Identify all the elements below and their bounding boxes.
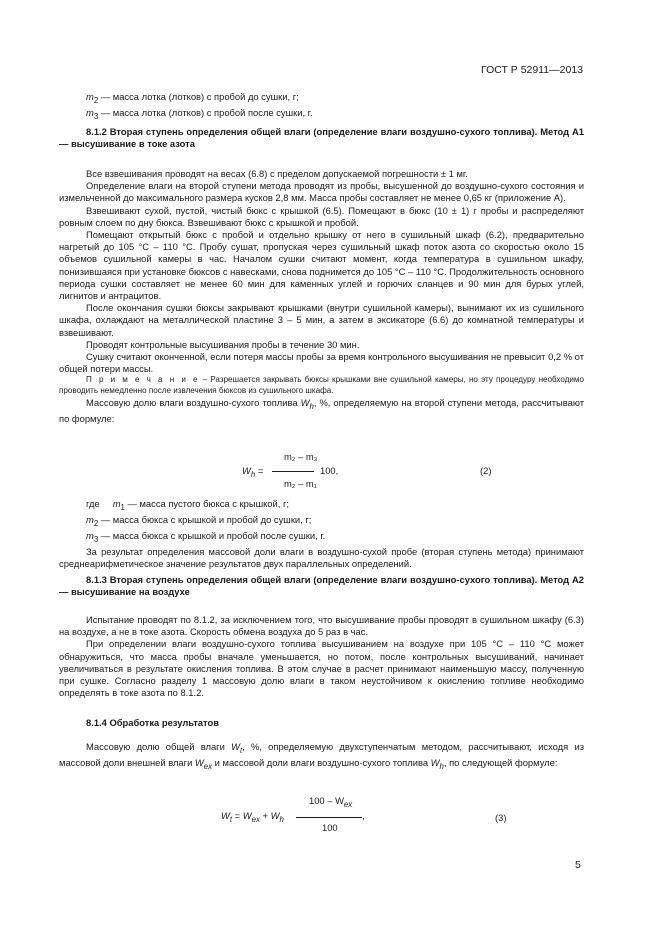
paragraph: Помещают открытый бюкс с пробой и отдельно крышку от него в сушильный шкаф (6.2), предварительно нагретый до 105 °С – 110 °С. Пробу сушат, пропуская через сушильный шкаф поток азота со скоростью около 15 объемов сушильной камеры в час. Началом сушки считают момент, когда температура в сушильном шкафу, понизившаяся при установке бюксов с навесками, снова поднимется до 105 °С – 110 °С. Продолжительность основного периода сушки составляет не менее 60 мин для каменных углей и горючих сланцев и 90 мин для бурых углей, лигнитов и антрацитов. [59, 229, 584, 302]
section-heading: 8.1.4 Обработка результатов [86, 717, 219, 728]
formula-lhs: $W_h$ = [242, 465, 264, 479]
paragraph: За результат определения массовой доли влаги в воздушно-сухой пробе (вторая ступень метода) принимают среднеарифметическое значение результатов двух параллельных определений. [59, 546, 584, 570]
definition-m2: $m_2$ — масса бюкса с крышкой и пробой до сушки, г; [86, 514, 312, 528]
fraction-bar [296, 817, 362, 818]
formula-number: (3) [495, 812, 507, 823]
variable-definitions [59, 498, 584, 571]
formula-denominator: m₂ – m₁ [284, 478, 317, 489]
section-812-heading-block [59, 126, 584, 150]
section-heading: 8.1.3 Вторая ступень определения общей влаги (определение влаги воздушно-сухого топлива). Метод А2 — высушивание на воздухе [59, 574, 584, 598]
formula-numerator: m₂ – m₃ [284, 451, 318, 462]
note: П р и м е ч а н и е – Разрешается закрывать бюксы крышками вне сушильной камеры, но эту процедуру необходимо проводить немедленно после извлечения бюксов из сушильного шкафа. [59, 375, 584, 396]
formula-comma: , [362, 810, 365, 821]
fraction-bar [272, 471, 314, 472]
section-814-heading-block [59, 717, 584, 729]
definition-m3: $m_3$ — масса бюкса с крышкой и пробой после сушки, г. [86, 530, 326, 545]
paragraph: Взвешивают сухой, пустой, чистый бюкс с крышкой (6.5). Помещают в бюкс (10 ± 1) г пробы и распределяют ровным слоем по дну бюкса. Взвешивают бюкс с крышкой и пробой. [59, 204, 584, 228]
paragraph: Испытание проводят по 8.1.2, за исключением того, что высушивание пробы проводят в сушильном шкафу (6.3) на воздухе, а не в токе азота. Скорость обмена воздуха до 5 раз в час. [59, 614, 584, 638]
formula-factor: 100, [320, 465, 339, 476]
formula-lhs: $W_t = W_{ex} + W_h$ [221, 810, 284, 824]
formula-denominator: 100 [322, 822, 338, 833]
paragraph: Проводят контрольные высушивания пробы в течение 30 мин. [86, 338, 360, 350]
section-812-body [59, 168, 584, 425]
section-814-body [59, 741, 584, 773]
paragraph: Все взвешивания проводят на весах (6.8) с пределом допускаемой погрешности ± 1 мг. [86, 168, 468, 179]
paragraph: При определении влаги воздушно-сухого топлива высушиванием на воздухе при 105 °С – 110 °С может обнаружиться, что масса пробы вначале уменьшается, но потом, после контрольных высушиваний, начинает увеличиваться в результате окисления топлива. В этом случае в расчет принимают наименьшую массу, полученную при сушке. Согласно разделу 1 массовую долю влаги в таком неустойчивом к окислению топливе необходимо определять в токе азота по 8.1.2. [59, 638, 584, 699]
section-813-body [59, 614, 584, 699]
paragraph: Определение влаги на второй ступени метода проводят из пробы, высушенной до воздушно-сухого состояния и измельченной до максимального размера кусков 2,8 мм. Масса пробы составляет не менее 0,65 кг (приложение А). [59, 180, 584, 204]
paragraph: Массовую долю влаги воздушно-сухого топлива $W_h$, %, определяемую на второй ступени метода, рассчитывают по формуле: [59, 396, 584, 424]
standard-designation: ГОСТ Р 52911—2013 [480, 64, 583, 76]
page-number: 5 [575, 859, 581, 871]
formula-number: (2) [480, 465, 492, 476]
paragraph: После окончания сушки бюксы закрывают крышками (внутри сушильной камеры), вынимают их из сушильного шкафа, охлаждают на металлической пластине 3 – 5 мин, а затем в эксикаторе (6.6) до комнатной температуры и взвешивают. [59, 302, 584, 338]
variable-definitions-top [59, 91, 584, 123]
definition-m3: $m_3$ — масса лотка (лотков) с пробой после сушки, г. [86, 107, 313, 121]
paragraph: Сушку считают оконченной, если потеря массы пробы за время контрольного высушивания не превысит 0,2 % от общей потери массы. [59, 351, 584, 375]
section-813-heading-block [59, 574, 584, 598]
paragraph: Массовую долю общей влаги $W_t$, %, определяемую двухступенчатым методом, рассчитывают, исходя из массовой доли внешней влаги $W_{ex}$ и массовой доли влаги воздушно-сухого топлива $W_h$, по следующей формуле: [59, 741, 584, 771]
definition-m1: где $m_1$ — масса пустого бюкса с крышкой, г; [86, 498, 289, 512]
section-heading: 8.1.2 Вторая ступень определения общей влаги (определение влаги воздушно-сухого топлива). Метод А1 — высушивание в токе азота [59, 126, 584, 150]
definition-m2: $m_2$ — масса лотка (лотков) с пробой до сушки, г; [86, 91, 299, 105]
formula-numerator: $100 - W_{ex}$ [309, 795, 353, 809]
